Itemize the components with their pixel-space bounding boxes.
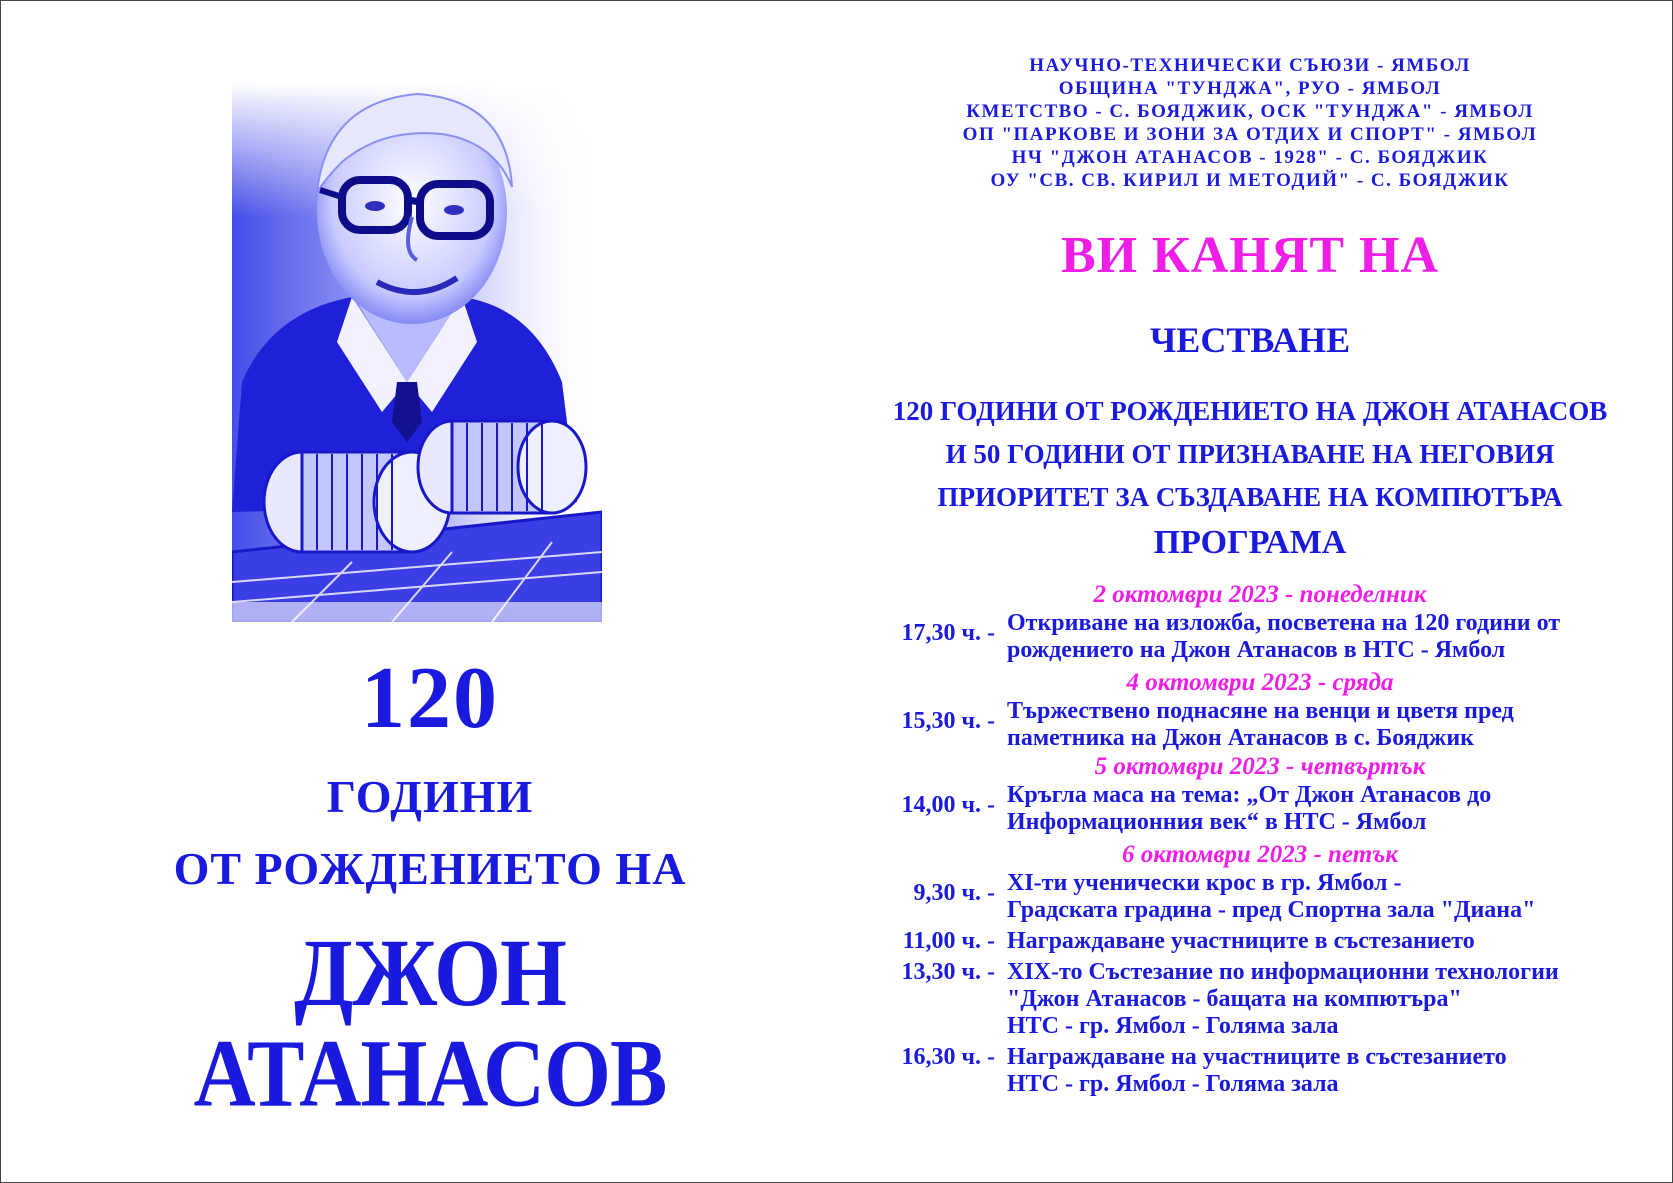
organizer-line: ОУ "СВ. СВ. КИРИЛ И МЕТОДИЙ" - С. БОЯДЖИК xyxy=(990,170,1510,191)
organizer-line: ОБЩИНА "ТУНДЖА", РУО - ЯМБОЛ xyxy=(1058,78,1442,99)
schedule-item xyxy=(870,782,1650,836)
purpose-text xyxy=(860,390,1640,519)
purpose-line: И 50 ГОДИНИ ОТ ПРИЗНАВАНЕ НА НЕГОВИЯ xyxy=(945,439,1555,469)
schedule-item xyxy=(870,610,1650,664)
day-date: 5 октомври 2023 - четвъртък xyxy=(1094,753,1426,780)
day-date: 4 октомври 2023 - сряда xyxy=(1126,669,1394,696)
day-date: 2 октомври 2023 - понеделник xyxy=(1093,581,1427,608)
organizer-line: ОП "ПАРКОВЕ И ЗОНИ ЗА ОТДИХ И СПОРТ" - ЯМБОЛ xyxy=(962,124,1538,145)
event-time: 11,00 ч. - xyxy=(902,928,995,954)
celebration-heading: ЧЕСТВАНЕ xyxy=(1149,320,1351,360)
invite-heading: ВИ КАНЯТ НА xyxy=(1060,227,1440,284)
organizer-line: НАУЧНО-ТЕХНИЧЕСКИ СЪЮЗИ - ЯМБОЛ xyxy=(1029,55,1471,76)
event-description: Тържествено поднасяне на венци и цветя пред паметника на Джон Атанасов в с. Бояджик xyxy=(1007,698,1514,751)
event-description: XIX-то Състезание по информационни технологии "Джон Атанасов - бащата на компютъра" НТС - гр. Ямбол - Голяма зала xyxy=(1007,959,1559,1039)
event-time: 13,30 ч. - xyxy=(901,959,995,985)
event-time: 16,30 ч. - xyxy=(901,1044,995,1070)
event-description: Награждаване на участниците в състезанието НТС - гр. Ямбол - Голяма зала xyxy=(1007,1044,1507,1097)
schedule-item xyxy=(870,1044,1650,1098)
organizers-list xyxy=(900,54,1600,192)
event-description: XI-ти ученически крос в гр. Ямбол - Градската градина - пред Спортна зала "Диана" xyxy=(1007,870,1536,923)
purpose-line: ПРИОРИТЕТ ЗА СЪЗДАВАНЕ НА КОМПЮТЪРА xyxy=(937,482,1563,512)
program-schedule xyxy=(870,580,1650,1098)
honoree-name: ДЖОН АТАНАСОВ xyxy=(193,918,667,1128)
event-description: Откриване на изложба, посветена на 120 години от рождението на Джон Атанасов в НТС - Ямбол xyxy=(1007,610,1561,663)
program-title: ПРОГРАМА xyxy=(1153,524,1347,561)
person-portrait-icon xyxy=(232,82,602,622)
event-description: Награждаване участниците в състезанието xyxy=(1007,928,1475,954)
event-time: 9,30 ч. - xyxy=(913,880,995,906)
event-time: 14,00 ч. - xyxy=(901,792,995,818)
schedule-item xyxy=(870,959,1650,1040)
years-word: ГОДИНИ xyxy=(326,771,534,822)
day-date: 6 октомври 2023 - петък xyxy=(1122,841,1398,868)
birth-line: ОТ РОЖДЕНИЕТО НА xyxy=(173,843,687,894)
event-description: Кръгла маса на тема: „От Джон Атанасов до Информационния век“ в НТС - Ямбол xyxy=(1007,782,1492,835)
event-time: 17,30 ч. - xyxy=(901,620,995,646)
schedule-item xyxy=(870,928,1650,955)
years-number: 120 xyxy=(361,650,499,747)
organizer-line: НЧ "ДЖОН АТАНАСОВ - 1928" - С. БОЯДЖИК xyxy=(1011,147,1489,168)
schedule-item xyxy=(870,698,1650,752)
schedule-item xyxy=(870,870,1650,924)
event-time: 15,30 ч. - xyxy=(901,708,995,734)
organizer-line: КМЕТСТВО - С. БОЯДЖИК, ОСК "ТУНДЖА" - ЯМБОЛ xyxy=(966,101,1534,122)
purpose-line: 120 ГОДИНИ ОТ РОЖДЕНИЕТО НА ДЖОН АТАНАСОВ xyxy=(892,396,1608,426)
